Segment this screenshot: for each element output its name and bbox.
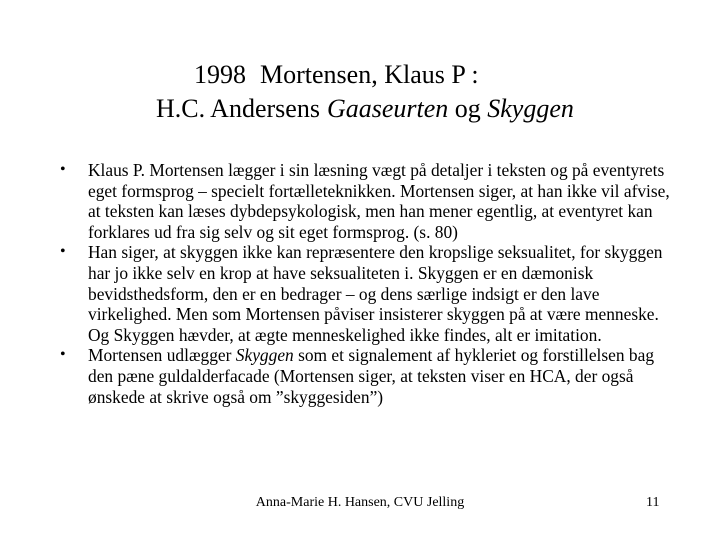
bullet-text-3-italic: Skyggen bbox=[235, 345, 294, 366]
title-author: Mortensen, Klaus P : bbox=[260, 60, 479, 89]
bullet-text-3-before: Mortensen udlægger bbox=[88, 345, 236, 366]
bullet-icon: • bbox=[60, 243, 66, 261]
page-number: 11 bbox=[646, 495, 660, 510]
title-line-1 bbox=[194, 58, 479, 92]
title-prefix: H.C. Andersens bbox=[156, 94, 320, 123]
bullet-list bbox=[60, 160, 670, 407]
title-work-1: Gaaseurten bbox=[326, 94, 449, 123]
bullet-item-3 bbox=[60, 345, 670, 407]
footer-author: Anna-Marie H. Hansen, CVU Jelling bbox=[255, 495, 465, 510]
title-conjunction: og bbox=[454, 94, 481, 123]
title-year: 1998 bbox=[194, 60, 246, 89]
bullet-text-1: Klaus P. Mortensen lægger i sin læsning vægt på detaljer i teksten og på eventyrets eget formsprog – specielt fortælleteknikken. Mortensen siger, at han ikke vil afvise, at teksten kan læses dybdepsykologisk, men han mener egentlig, at eventyret kan forklares ud fra sig selv og sit eget formsprog. (s. 80) bbox=[88, 160, 670, 242]
bullet-text-3-after: som et signalement af hykleriet og forstillelsen bag den pæne guldalderfacade (Mortensen siger, at teksten viser en HCA, der også ønskede at skrive også om ”skyggesiden”) bbox=[88, 345, 655, 407]
bullet-item-1 bbox=[60, 160, 670, 242]
bullet-icon: • bbox=[60, 346, 66, 364]
title-line-2 bbox=[156, 92, 574, 126]
bullet-item-2 bbox=[60, 242, 670, 345]
bullet-text-2: Han siger, at skyggen ikke kan repræsentere den kropslige seksualitet, for skyggen har jo ikke selv en krop at have seksualiteten i. Skyggen er en dæmonisk bevidsthedsform, den er en bedrager – og dens særlige indsigt er den lave virkelighed. Men som Mortensen påviser insisterer skyggen på at være menneske. Og Skyggen hævder, at ægte menneskelighed ikke findes, alt er imitation. bbox=[88, 242, 663, 345]
title-work-2: Skyggen bbox=[487, 94, 574, 123]
bullet-icon: • bbox=[60, 161, 66, 178]
